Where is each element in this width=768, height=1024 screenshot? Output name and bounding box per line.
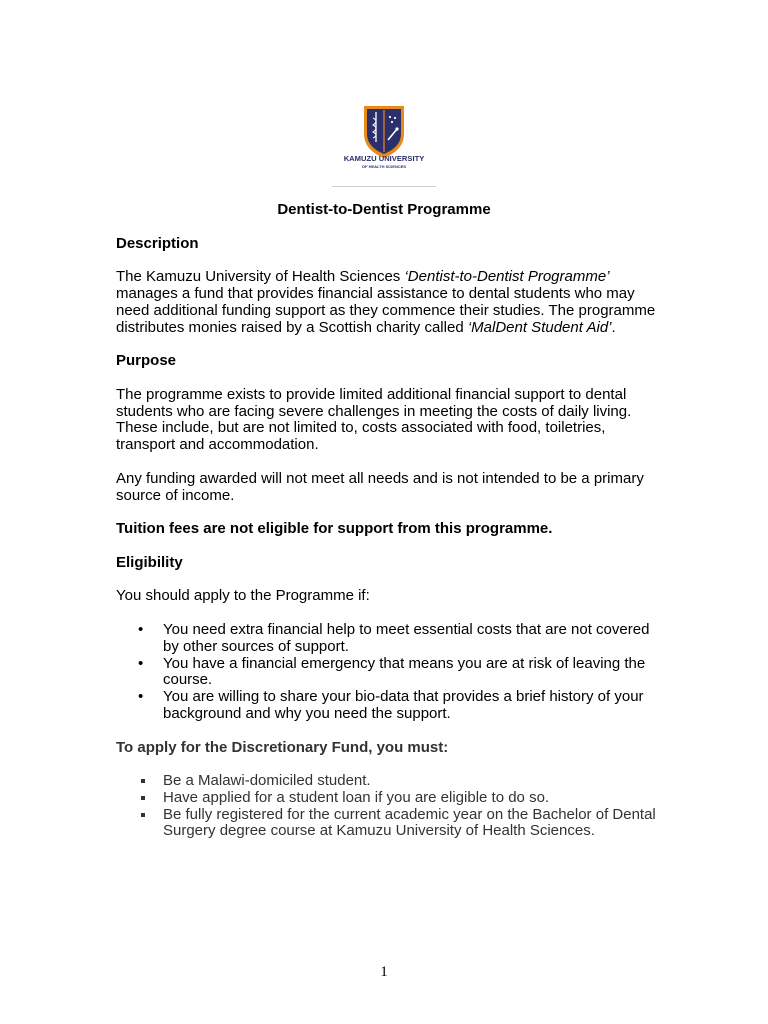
list-item: Have applied for a student loan if you are eligible to do so. xyxy=(116,790,656,807)
purpose-paragraph: The programme exists to provide limited additional financial support to dental students who are facing severe challenges in meeting the costs of daily living. These include, but are not limited to, costs associated with food, toiletries, transport and accommodation. xyxy=(116,385,632,454)
programme-name: ‘Dentist-to-Dentist Programme’ xyxy=(404,268,610,286)
apply-heading: To apply for the Discretionary Fund, you must: xyxy=(116,738,449,756)
description-heading: Description xyxy=(116,234,199,252)
list-item: Be a Malawi-domiciled student. xyxy=(116,773,656,790)
purpose-heading: Purpose xyxy=(116,352,177,370)
list-item: Be fully registered for the current academic year on the Bachelor of Dental Surgery degree course at Kamuzu University of Health Sciences. xyxy=(116,807,656,841)
description-paragraph xyxy=(116,269,656,336)
logo-subtitle: OF HEALTH SCIENCES xyxy=(361,164,407,169)
tuition-note: Tuition fees are not eligible for support from this programme. xyxy=(116,520,553,538)
funding-note: Any funding awarded will not meet all needs and is not intended to be a primary source of income. xyxy=(116,469,644,504)
eligibility-list xyxy=(116,622,656,723)
list-item: • You are willing to share your bio-data that provides a brief history of your background and why you need the support. xyxy=(116,689,656,723)
page-number: 1 xyxy=(380,964,388,980)
description-text-2: manages a fund that provides financial assistance to dental students who may need additional funding support as they commence their studies. The programme distributes monies raised by a Scottish charity called xyxy=(116,284,656,336)
description-text-3: . xyxy=(611,318,616,336)
description-text-1: The Kamuzu University of Health Sciences xyxy=(116,268,405,286)
list-item: • You have a financial emergency that means you are at risk of leaving the course. xyxy=(116,656,656,690)
university-logo xyxy=(332,88,436,187)
university-crest-icon xyxy=(332,88,436,186)
document-title: Dentist-to-Dentist Programme xyxy=(277,201,491,218)
charity-name: ‘MalDent Student Aid’ xyxy=(467,318,612,336)
logo-name: KAMUZU UNIVERSITY xyxy=(343,154,425,163)
eligibility-heading: Eligibility xyxy=(116,553,183,571)
apply-requirements-list xyxy=(116,773,656,840)
list-item: • You need extra financial help to meet essential costs that are not covered by other sources of support. xyxy=(116,622,656,656)
eligibility-intro: You should apply to the Programme if: xyxy=(116,587,370,605)
document-body xyxy=(116,202,656,840)
